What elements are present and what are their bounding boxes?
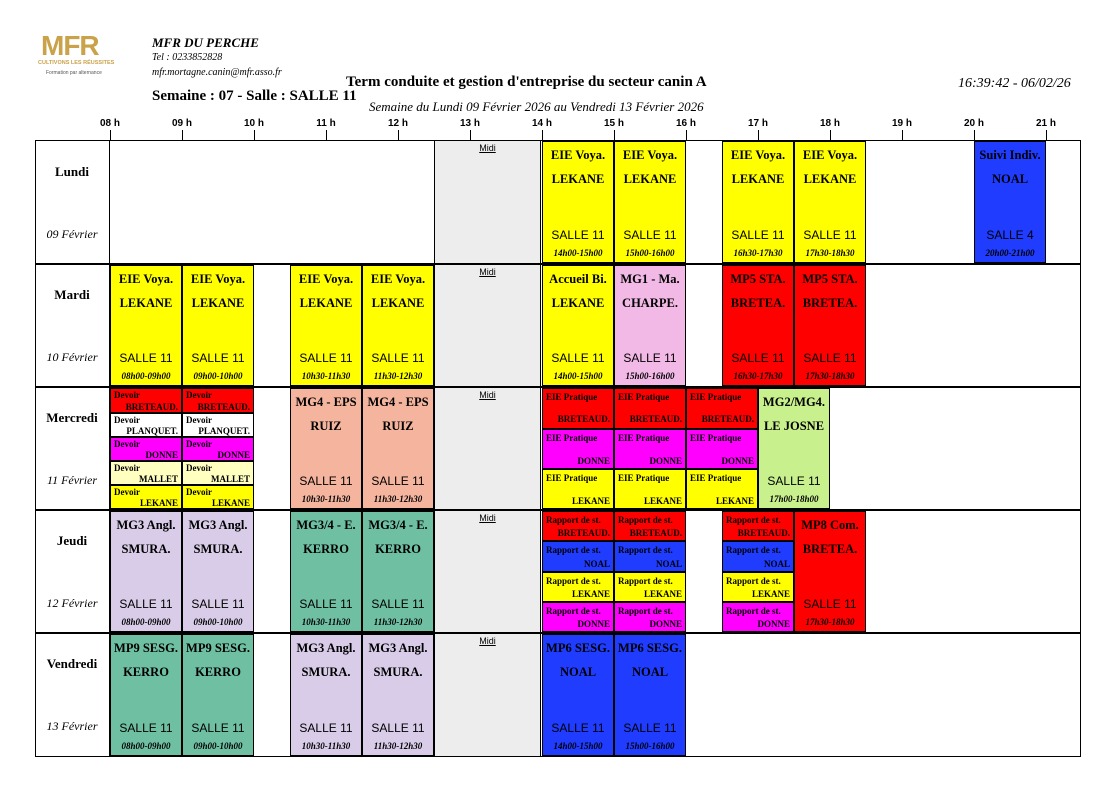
hour-label: 19 h [891,118,913,129]
devoir-entry[interactable] [182,437,254,461]
course-subject: MP9 SESG. [186,641,250,655]
logo-tagline: CULTIVONS LES RÉUSSITES [38,60,115,66]
course-room: SALLE 11 [767,474,821,488]
entry-teacher: NOAL [583,559,610,569]
course-subject: MP9 SESG. [114,641,178,655]
entry-label: Rapport de st. [546,576,601,586]
course-room: SALLE 11 [803,228,857,242]
entry-teacher: BRETEAUD. [629,528,682,538]
course-teacher: NOAL [559,665,597,679]
hour-tick [398,130,399,140]
hour-label: 09 h [171,118,193,129]
day-date: 11 Février [46,473,98,487]
entry-teacher: BRETEAUD. [197,402,250,412]
midi-label: Midi [479,267,496,277]
hour-tick [110,130,111,140]
course-subject: MG3 Angl. [116,518,176,532]
course-block[interactable] [614,265,686,386]
entry-label: Rapport de st. [546,515,601,525]
course-subject: EIE Voya. [550,148,606,162]
entry-label: EIE Pratique [618,433,670,443]
hour-tick [542,130,543,140]
course-subject: Accueil Bi. [549,272,607,286]
entry-teacher: BRETEAUD. [629,414,682,424]
entry-teacher: DONNE [145,450,178,460]
course-time: 14h00-15h00 [553,371,603,381]
entry-label: Rapport de st. [618,606,673,616]
course-subject: MG3 Angl. [188,518,248,532]
hour-label: 12 h [387,118,409,129]
entry-teacher: LEKANE [211,498,250,508]
hour-tick [830,130,831,140]
logo-text: MFR [41,30,99,61]
hour-label: 20 h [963,118,985,129]
entry-label: EIE Pratique [546,392,598,402]
day-name: Vendredi [46,656,98,671]
org-email: mfr.mortagne.canin@mfr.asso.fr [152,67,282,78]
entry-label: Devoir [114,439,140,449]
course-subject: MG4 - EPS [295,395,357,409]
course-subject: MG3 Angl. [296,641,356,655]
midi-band [434,634,541,756]
day-name: Jeudi [56,533,88,548]
course-time: 10h30-11h30 [301,741,351,751]
day-name: Mardi [54,287,90,302]
course-teacher: NOAL [631,665,669,679]
pratique-entry[interactable] [686,388,758,429]
course-room: SALLE 11 [731,228,785,242]
entry-label: EIE Pratique [618,473,670,483]
day-name: Lundi [55,164,89,179]
course-time: 10h30-11h30 [301,617,351,627]
course-room: SALLE 11 [191,351,245,365]
course-block[interactable] [614,634,686,756]
course-time: 08h00-09h00 [121,371,171,381]
course-teacher: LEKANE [623,172,677,186]
course-block[interactable] [182,511,254,632]
course-subject: MP8 Com. [801,518,859,532]
course-block[interactable] [722,265,794,386]
entry-label: Rapport de st. [618,515,673,525]
hour-tick [182,130,183,140]
course-block[interactable] [722,141,794,263]
course-room: SALLE 11 [299,597,353,611]
day-date: 10 Février [46,350,98,364]
midi-band [434,265,541,386]
rapport-entry[interactable] [722,602,794,632]
rapport-entry[interactable] [542,511,614,541]
org-name: MFR DU PERCHE [152,35,259,50]
entry-label: Rapport de st. [618,545,673,555]
entry-label: Devoir [114,487,140,497]
entry-teacher: BRETEAUD. [125,402,178,412]
course-room: SALLE 11 [371,597,425,611]
hour-label: 16 h [675,118,697,129]
entry-label: Devoir [186,463,212,473]
course-subject: MG3/4 - E. [296,518,356,532]
course-block[interactable] [182,265,254,386]
course-subject: EIE Voya. [622,148,678,162]
devoir-entry[interactable] [182,413,254,437]
entry-teacher: NOAL [655,559,682,569]
entry-label: Devoir [186,415,212,425]
day-date: 09 Février [46,227,98,241]
entry-teacher: PLANQUET. [198,426,250,436]
midi-label: Midi [479,513,496,523]
entry-teacher: NOAL [763,559,790,569]
entry-label: EIE Pratique [546,473,598,483]
course-subject: MP5 STA. [802,272,858,286]
week-room-line: Semaine : 07 - Salle : SALLE 11 [152,88,357,104]
hour-label: 11 h [316,118,336,129]
course-block[interactable] [542,634,614,756]
course-time: 11h30-12h30 [373,741,423,751]
rapport-entry[interactable] [542,572,614,602]
course-block[interactable] [110,265,182,386]
course-time: 16h30-17h30 [733,371,783,381]
course-time: 17h30-18h30 [805,371,855,381]
print-timestamp: 16:39:42 - 06/02/26 [958,76,1071,91]
course-room: SALLE 11 [623,228,677,242]
hour-tick [254,130,255,140]
course-time: 16h30-17h30 [733,248,783,258]
course-room: SALLE 11 [299,721,353,735]
course-teacher: BRETEA. [802,542,858,556]
course-teacher: LE JOSNE [763,419,825,433]
course-room: SALLE 11 [551,228,605,242]
devoir-entry[interactable] [110,461,182,485]
course-block[interactable] [794,141,866,263]
entry-label: Rapport de st. [726,606,781,616]
hour-tick [758,130,759,140]
course-room: SALLE 11 [803,597,857,611]
devoir-entry[interactable] [182,485,254,509]
course-time: 11h30-12h30 [373,371,423,381]
course-room: SALLE 11 [623,351,677,365]
entry-teacher: LEKANE [139,498,178,508]
pratique-entry[interactable] [614,388,686,429]
entry-teacher: LEKANE [571,589,610,599]
entry-label: Rapport de st. [546,545,601,555]
course-subject: MG2/MG4. [762,395,826,409]
course-teacher: SMURA. [301,665,351,679]
rapport-entry[interactable] [722,541,794,572]
hour-label: 10 h [243,118,265,129]
course-subject: EIE Voya. [802,148,858,162]
entry-label: EIE Pratique [690,433,742,443]
course-block[interactable] [614,141,686,263]
pratique-entry[interactable] [686,469,758,509]
course-time: 17h30-18h30 [805,617,855,627]
hour-label: 08 h [99,118,121,129]
hour-tick [326,130,327,140]
course-teacher: KERRO [303,542,349,556]
rapport-entry[interactable] [722,511,794,541]
devoir-entry[interactable] [182,388,254,413]
entry-teacher: DONNE [757,619,790,629]
course-time: 17h00-18h00 [769,494,819,504]
entry-label: Devoir [114,390,140,400]
course-block[interactable] [182,634,254,756]
course-subject: MP5 STA. [730,272,786,286]
course-subject: EIE Voya. [730,148,786,162]
entry-label: EIE Pratique [690,473,742,483]
org-tel: Tel : 0233852828 [152,52,223,63]
pratique-entry[interactable] [542,469,614,509]
course-subject: MG3/4 - E. [368,518,428,532]
hour-tick [614,130,615,140]
course-block[interactable] [542,265,614,386]
course-subject: EIE Voya. [118,272,174,286]
course-teacher: NOAL [991,172,1029,186]
course-room: SALLE 11 [119,351,173,365]
course-time: 10h30-11h30 [301,371,351,381]
hour-tick [686,130,687,140]
course-teacher: KERRO [123,665,169,679]
hour-tick [902,130,903,140]
entry-label: Rapport de st. [546,606,601,616]
course-room: SALLE 11 [191,597,245,611]
course-subject: Suivi Indiv. [979,148,1041,162]
hour-label: 18 h [819,118,841,129]
course-subject: MP6 SESG. [618,641,682,655]
entry-label: Rapport de st. [726,545,781,555]
entry-teacher: LEKANE [751,589,790,599]
course-block[interactable] [290,634,362,756]
course-room: SALLE 4 [986,228,1034,242]
entry-label: Devoir [114,463,140,473]
course-block[interactable] [110,634,182,756]
entry-teacher: BRETEAUD. [737,528,790,538]
course-block[interactable] [362,388,434,509]
entry-teacher: DONNE [649,456,682,466]
entry-teacher: LEKANE [715,496,754,506]
course-time: 09h00-10h00 [193,371,243,381]
course-time: 14h00-15h00 [553,248,603,258]
logo-subtagline: Formation par alternance [46,70,102,76]
hour-label: 14 h [531,118,553,129]
course-teacher: CHARPE. [622,296,678,310]
entry-label: Devoir [114,415,140,425]
course-block[interactable] [794,265,866,386]
course-room: SALLE 11 [119,721,173,735]
course-time: 09h00-10h00 [193,741,243,751]
entry-teacher: BRETEAUD. [701,414,754,424]
devoir-entry[interactable] [110,388,182,413]
entry-label: Devoir [186,487,212,497]
course-time: 10h30-11h30 [301,494,351,504]
entry-teacher: MALLET [138,474,178,484]
course-time: 14h00-15h00 [553,741,603,751]
devoir-entry[interactable] [110,413,182,437]
course-room: SALLE 11 [551,351,605,365]
devoir-entry[interactable] [110,485,182,509]
entry-teacher: BRETEAUD. [557,528,610,538]
course-room: SALLE 11 [623,721,677,735]
entry-teacher: DONNE [217,450,250,460]
course-block[interactable] [974,141,1046,263]
midi-band [434,141,541,263]
day-date: 13 Février [46,719,98,733]
entry-teacher: BRETEAUD. [557,414,610,424]
course-subject: MP6 SESG. [546,641,610,655]
course-teacher: SMURA. [121,542,171,556]
course-teacher: LEKANE [731,172,785,186]
course-teacher: KERRO [375,542,421,556]
course-teacher: BRETEA. [802,296,858,310]
course-block[interactable] [794,511,866,632]
hour-tick [470,130,471,140]
entry-label: Devoir [186,439,212,449]
midi-label: Midi [479,636,496,646]
course-subject: EIE Voya. [370,272,426,286]
devoir-entry[interactable] [110,437,182,461]
rapport-entry[interactable] [542,541,614,572]
pratique-entry[interactable] [614,429,686,469]
entry-label: Rapport de st. [726,576,781,586]
course-subject: EIE Voya. [190,272,246,286]
course-teacher: SMURA. [193,542,243,556]
course-teacher: LEKANE [119,296,173,310]
week-range-subtitle: Semaine du Lundi 09 Février 2026 au Vendredi 13 Février 2026 [369,99,704,114]
course-room: SALLE 11 [731,351,785,365]
hour-label: 13 h [459,118,481,129]
course-time: 09h00-10h00 [193,617,243,627]
page-title: Term conduite et gestion d'entreprise du secteur canin A [346,74,707,90]
course-room: SALLE 11 [371,351,425,365]
entry-label: Devoir [186,390,212,400]
course-time: 15h00-16h00 [625,248,675,258]
course-subject: MG3 Angl. [368,641,428,655]
course-teacher: LEKANE [551,296,605,310]
course-block[interactable] [362,634,434,756]
course-teacher: LEKANE [371,296,425,310]
course-room: SALLE 11 [371,721,425,735]
midi-label: Midi [479,390,496,400]
hour-label: 21 h [1035,118,1057,129]
hour-tick [1046,130,1047,140]
day-name: Mercredi [46,410,98,425]
entry-label: Rapport de st. [618,576,673,586]
course-teacher: BRETEA. [730,296,786,310]
course-time: 11h30-12h30 [373,617,423,627]
rapport-entry[interactable] [614,602,686,632]
pratique-entry[interactable] [542,429,614,469]
devoir-entry[interactable] [182,461,254,485]
course-block[interactable] [290,265,362,386]
course-teacher: KERRO [195,665,241,679]
entry-teacher: MALLET [210,474,250,484]
course-block[interactable] [290,388,362,509]
hour-label: 17 h [747,118,769,129]
course-time: 11h30-12h30 [373,494,423,504]
midi-band [434,511,541,632]
course-room: SALLE 11 [119,597,173,611]
course-block[interactable] [110,511,182,632]
rapport-entry[interactable] [542,602,614,632]
course-time: 20h00-21h00 [985,248,1035,258]
course-room: SALLE 11 [551,721,605,735]
course-room: SALLE 11 [803,351,857,365]
entry-teacher: DONNE [577,619,610,629]
entry-label: Rapport de st. [726,515,781,525]
course-room: SALLE 11 [299,474,353,488]
course-block[interactable] [362,265,434,386]
entry-label: EIE Pratique [690,392,742,402]
course-time: 15h00-16h00 [625,741,675,751]
midi-band [434,388,541,509]
entry-teacher: DONNE [649,619,682,629]
entry-teacher: DONNE [721,456,754,466]
midi-label: Midi [479,143,496,153]
entry-teacher: LEKANE [643,496,682,506]
mfr-logo [38,32,124,80]
rapport-entry[interactable] [614,511,686,541]
rapport-entry[interactable] [614,541,686,572]
entry-teacher: PLANQUET. [126,426,178,436]
entry-teacher: DONNE [577,456,610,466]
course-time: 17h30-18h30 [805,248,855,258]
course-room: SALLE 11 [371,474,425,488]
course-teacher: SMURA. [373,665,423,679]
course-teacher: RUIZ [382,419,414,433]
hour-label: 15 h [603,118,625,129]
course-teacher: LEKANE [803,172,857,186]
entry-teacher: LEKANE [643,589,682,599]
course-teacher: LEKANE [299,296,353,310]
entry-teacher: LEKANE [571,496,610,506]
course-block[interactable] [758,388,830,509]
course-room: SALLE 11 [299,351,353,365]
course-time: 15h00-16h00 [625,371,675,381]
course-block[interactable] [290,511,362,632]
course-teacher: LEKANE [191,296,245,310]
pratique-entry[interactable] [542,388,614,429]
rapport-entry[interactable] [614,572,686,602]
course-time: 08h00-09h00 [121,617,171,627]
course-block[interactable] [542,141,614,263]
entry-label: EIE Pratique [546,433,598,443]
course-subject: MG1 - Ma. [620,272,680,286]
hour-tick [974,130,975,140]
course-subject: MG4 - EPS [367,395,429,409]
course-teacher: RUIZ [310,419,342,433]
pratique-entry[interactable] [686,429,758,469]
day-date: 12 Février [46,596,98,610]
course-subject: EIE Voya. [298,272,354,286]
course-room: SALLE 11 [191,721,245,735]
course-block[interactable] [362,511,434,632]
course-teacher: LEKANE [551,172,605,186]
pratique-entry[interactable] [614,469,686,509]
rapport-entry[interactable] [722,572,794,602]
entry-label: EIE Pratique [618,392,670,402]
course-time: 08h00-09h00 [121,741,171,751]
